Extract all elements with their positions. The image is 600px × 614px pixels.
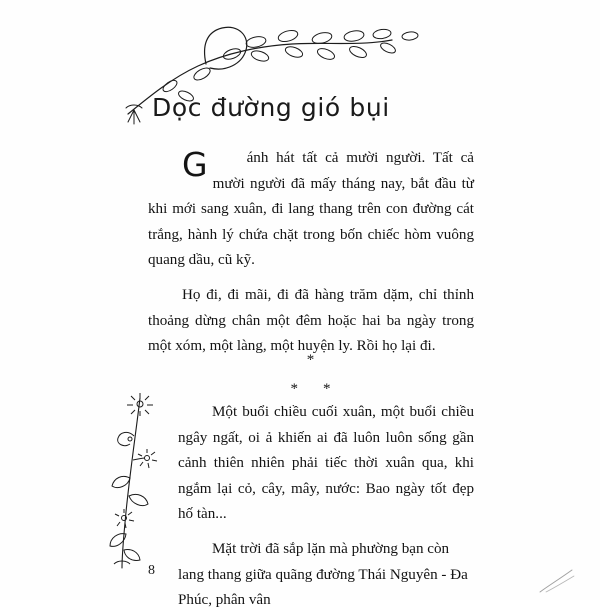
separator-asterisk-right: * (323, 381, 332, 397)
faint-pencil-mark (538, 568, 578, 594)
drop-cap: G (182, 145, 208, 184)
body-text-block-2 (178, 400, 474, 614)
paragraph-text: Một buổi chiều cuối xuân, một buổi chiều ngây ngất, oi ả khiến ai đã luôn luôn sống gần cảnh thiên nhiên phải tiếc thời xuân qua, khi ngắm lại cỏ, cây, mây, nước: Bao ngày tốt đẹp hố tàn... (178, 404, 474, 523)
wildflower-sprig-ornament (100, 392, 180, 572)
paragraph-text: Mặt trời đã sắp lặn mà phường bạn còn lang thang giữa quãng đường Thái Nguyên - Đa Phúc, phân vân (178, 540, 468, 609)
paragraph-text: ánh hát tất cả mười người. Tất cả mười người đã mấy tháng nay, bắt đầu từ khi mới sang xuân, đi lang thang trên con đường cát trắng, hành lý chứa chặt trong bốn chiếc hòm vuông quang dầu, cũ kỹ. (148, 150, 474, 269)
paragraph-first (148, 146, 474, 274)
body-text-block-1 (148, 146, 474, 360)
page-number: 8 (148, 563, 155, 578)
separator-asterisk-left: * (290, 381, 299, 397)
section-separator-2 (148, 381, 474, 398)
section-separator-1 (148, 352, 474, 369)
paragraph-text: Họ đi, đi mãi, đi đã hàng trăm dặm, chỉ thỉnh thoảng dừng chân một đêm hoặc hai ba ngày trong một xóm, một làng, một huyện ly. Rồi họ lại đi. (148, 286, 474, 355)
chapter-title: Dọc đường gió bụi (152, 93, 390, 122)
separator-asterisk: * (306, 352, 316, 368)
